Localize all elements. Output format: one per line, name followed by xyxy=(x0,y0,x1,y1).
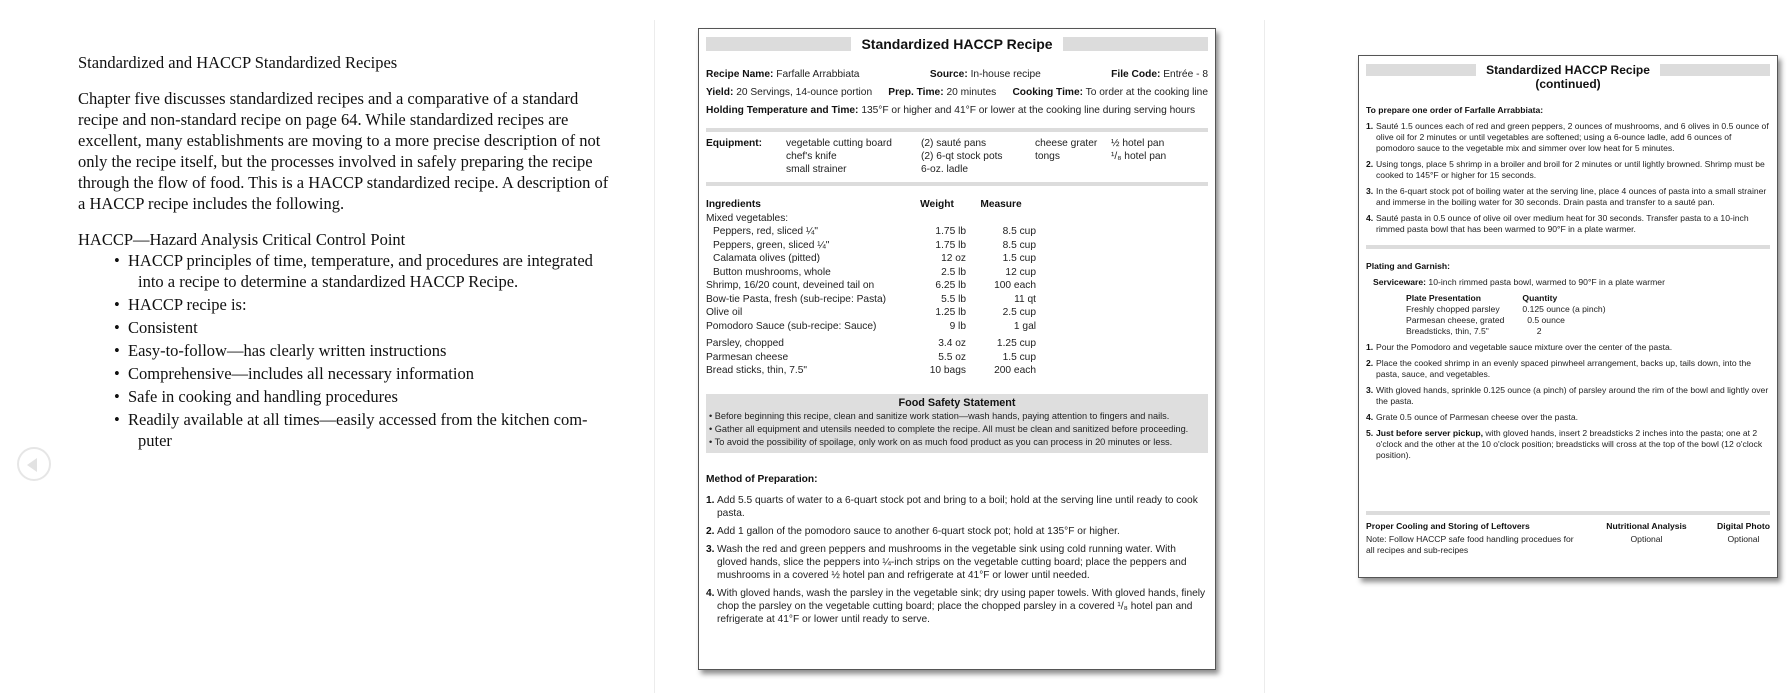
card-subtitle: (continued) xyxy=(1535,77,1601,91)
table-row: Calamata olives (pitted) 12 oz 1.5 cup xyxy=(713,253,1036,265)
recipe-meta-row-2: Yield: 20 Servings, 14-ounce portion Prep. Time: 20 minutes Cooking Time: To order at the cooking line xyxy=(706,87,1208,98)
intro-paragraph: Chapter five discusses standardized recipes and a comparative of a standard recipe and non-standard recipe on page 64. While standardized recipes are excellent, many establishments are moving to a more precise description of not only the recipe itself, but the processes involved in safely preparing the recipe through the flow of food. This is a HACCP standardized recipe. A description of a HACCP recipe includes the following. xyxy=(78,89,609,213)
table-header: Plate Presentation Quantity xyxy=(1406,293,1558,303)
holding-temp: 135°F or higher and 41°F or lower at the cooking line during serving hours xyxy=(861,105,1196,116)
section-rule xyxy=(1366,511,1770,515)
haccp-bullet-list xyxy=(78,250,618,451)
page-divider xyxy=(654,20,655,693)
prep-time: 20 minutes xyxy=(946,87,997,98)
bullet-item: • Comprehensive—includes all necessary information xyxy=(114,364,474,383)
previous-page-button[interactable] xyxy=(17,447,51,481)
table-row: Peppers, red, sliced ¼" 1.75 lb 8.5 cup xyxy=(713,226,1036,238)
file-code: Entrée - 8 xyxy=(1163,69,1208,80)
food-safety-title: Food Safety Statement xyxy=(898,396,1016,409)
plating-step: 2. Place the cooked shrimp in an evenly spaced pinwheel arrangement, backs up, tails down, into the pasta, sauce, and vegetables. xyxy=(1366,358,1752,379)
plating-step: 4. Grate 0.5 ounce of Parmesan cheese over the pasta. xyxy=(1366,412,1579,422)
recipe-meta-row-3: Holding Temperature and Time: 135°F or higher and 41°F or lower at the cooking line during serving hours xyxy=(706,105,1196,116)
bullet-item: • HACCP recipe is: xyxy=(114,295,247,314)
table-row: Shrimp, 16/20 count, deveined tail on 6.25 lb 100 each xyxy=(706,280,1036,292)
cooking-time: To order at the cooking line xyxy=(1085,87,1208,98)
table-row: Bread sticks, thin, 7.5" 10 bags 200 each xyxy=(706,365,1036,377)
ingredients-table xyxy=(706,198,1036,378)
prepare-title: To prepare one order of Farfalle Arrabbiata: xyxy=(1366,105,1544,115)
table-row: Parsley, chopped 3.4 oz 1.25 cup xyxy=(706,338,1036,350)
table-row: Button mushrooms, whole 2.5 lb 12 cup xyxy=(713,266,1036,278)
method-step: 4. With gloved hands, wash the parsley in the vegetable sink; dry using paper towels. With gloved hands, finely chop the parsley on the vegetable cutting board; place the chopped parsley in a covered ¹/₈ hotel pan and refrigerate at 41°F or lower until ready to serve. xyxy=(706,587,1206,625)
bullet-item: • Consistent xyxy=(114,318,198,337)
recipe-name: Farfalle Arrabbiata xyxy=(776,69,860,80)
card-footer: Proper Cooling and Storing of Leftovers Note: Follow HACCP safe food handling procedues for all recipes and sub-recipes Nutritional Analysis Optional Digital Photo Optional xyxy=(1366,521,1770,555)
plating-title: Plating and Garnish: xyxy=(1366,261,1451,271)
section-rule xyxy=(706,128,1208,132)
bullet-item: • Readily available at all times—easily accessed from the kitchen com- puter xyxy=(114,410,588,450)
table-row: Pomodoro Sauce (sub-recipe: Sauce) 9 lb 1 gal xyxy=(706,320,1036,332)
plating-step: 5. Just before server pickup, with gloved hands, insert 2 breadsticks 2 inches into the pasta; one at 2 o'clock and the other at the 10 o'clock position; breadsticks will cross at the top of the bowl (12 o'clock position). xyxy=(1366,428,1763,460)
section-rule xyxy=(706,182,1208,186)
table-row: Freshly chopped parsley 0.125 ounce (a pinch) xyxy=(1406,304,1606,314)
prepare-steps xyxy=(1366,121,1770,235)
section-rule xyxy=(1366,245,1770,249)
title-bar-decoration xyxy=(706,37,851,51)
card-title-row xyxy=(1366,63,1770,77)
page-divider xyxy=(1264,20,1265,693)
table-row: Breadsticks, thin, 7.5" 2 xyxy=(1406,326,1542,336)
prepare-step: 1. Sauté 1.5 ounces each of red and green peppers, 2 ounces of mushrooms, and 6 olives in 0.5 ounce of olive oil for 2 minutes or until vegetables are softened; using a 6-ounce ladle, add 6 ounces of pomodoro sauce to the vegetable mix and simmer over low heat for 5 minutes. xyxy=(1366,121,1769,153)
method-title: Method of Preparation: xyxy=(706,473,818,485)
prepare-step: 3. In the 6-quart stock pot of boiling water at the serving line, place 4 ounces of pasta into a small strainer and immerse in the boiling water for 30 seconds. Drain pasta and transfer to a sauté pan. xyxy=(1366,186,1767,207)
page-heading: Standardized and HACCP Standardized Recipes xyxy=(78,53,398,72)
plate-presentation-table xyxy=(1406,293,1606,337)
haccp-recipe-card-continued xyxy=(1358,55,1778,578)
table-row: Olive oil 1.25 lb 2.5 cup xyxy=(706,307,1036,319)
method-step: 3. Wash the red and green peppers and mushrooms in the vegetable sink using cold running water. With gloved hands, slice the peppers into ¼-inch strips on the vegetable cutting board; place the peppers and mushrooms in a covered ½ hotel pan and refrigerate at 41°F or lower until needed. xyxy=(706,543,1187,581)
card-title: Standardized HACCP Recipe xyxy=(1486,63,1650,77)
table-row: Bow-tie Pasta, fresh (sub-recipe: Pasta) 5.5 lb 11 qt xyxy=(706,293,1036,305)
card-title-row xyxy=(706,36,1208,52)
left-page-text xyxy=(78,52,618,453)
bullet-item: • Easy-to-follow—has clearly written instructions xyxy=(114,341,447,360)
plating-step: 1. Pour the Pomodoro and vegetable sauce mixture over the center of the pasta. xyxy=(1366,342,1673,352)
title-bar-decoration xyxy=(1660,64,1770,76)
table-row: Peppers, green, sliced ¼" 1.75 lb 8.5 cup xyxy=(713,239,1036,251)
serviceware: Serviceware: 10-inch rimmed pasta bowl, warmed to 90°F in a plate warmer xyxy=(1373,277,1665,287)
equipment-list: Equipment: vegetable cutting board chef's knife small strainer (2) sauté pans (2) 6-qt stock pots 6-oz. ladle cheese grater tongs ½ hotel pan ¹/₈ hotel pan xyxy=(706,138,1167,175)
prepare-step: 2. Using tongs, place 5 shrimp in a broiler and broil for 2 minutes or until lightly browned. Shrimp must be cooked to 145°F or higher for 15 seconds. xyxy=(1366,159,1765,180)
yield: 20 Servings, 14-ounce portion xyxy=(736,87,873,98)
haccp-recipe-card xyxy=(698,28,1216,670)
recipe-source: In-house recipe xyxy=(970,69,1041,80)
food-safety-statement: Food Safety Statement • Before beginning this recipe, clean and sanitize work station—wash hands, paying attention to fingers and nails. • Gather all equipment and utensils needed to complete the recipe. All must be clean and sanitized before proceeding. • To avoid the possibility of spoilage, only work on as much food product as you can process in 20 minutes or less. xyxy=(706,394,1208,453)
table-row: Mixed vegetables: xyxy=(706,212,789,224)
table-row: Parmesan cheese, grated 0.5 ounce xyxy=(1406,315,1565,325)
section-title: HACCP—Hazard Analysis Critical Control Point xyxy=(78,230,406,249)
prepare-step: 4. Sauté pasta in 0.5 ounce of olive oil over medium heat for 30 seconds. Transfer pasta to a 10-inch rimmed pasta bowl that has been warmed to 90°F in a plate warmer. xyxy=(1366,213,1749,234)
title-bar-decoration xyxy=(1063,37,1208,51)
method-steps xyxy=(706,494,1208,626)
method-step: 2. Add 1 gallon of the pomodoro sauce to another 6-quart stock pot; hold at 135°F or higher. xyxy=(706,525,1120,537)
title-bar-decoration xyxy=(1366,64,1476,76)
recipe-meta-row-1: Recipe Name: Farfalle Arrabbiata Source: In-house recipe File Code: Entrée - 8 xyxy=(706,69,1208,80)
table-row: Parmesan cheese 5.5 oz 1.5 cup xyxy=(706,351,1036,363)
bullet-item: • HACCP principles of time, temperature, and procedures are integrated into a recipe to determine a standardized HACCP Recipe. xyxy=(114,251,593,291)
bullet-item: • Safe in cooking and handling procedures xyxy=(114,387,398,406)
plating-steps xyxy=(1366,342,1770,461)
table-header: Ingredients Weight Measure xyxy=(706,199,1022,211)
plating-step: 3. With gloved hands, sprinkle 0.125 ounce (a pinch) of parsley around the rim of the bowl and lightly over the pasta. xyxy=(1366,385,1769,406)
method-step: 1. Add 5.5 quarts of water to a 6-quart stock pot and bring to a boil; hold at the serving line until ready to cook pasta. xyxy=(706,494,1198,519)
card-title: Standardized HACCP Recipe xyxy=(861,36,1053,52)
